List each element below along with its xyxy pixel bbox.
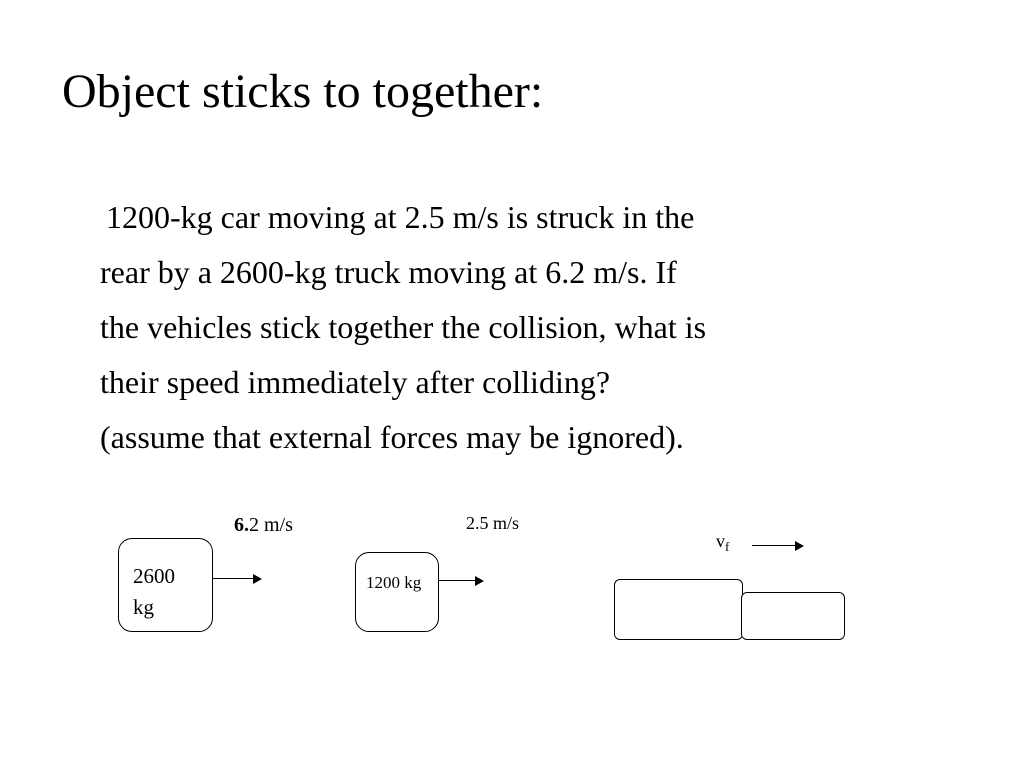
car-speed-label: 2.5 m/s bbox=[466, 513, 520, 533]
arrow-head bbox=[253, 574, 262, 584]
car-velocity-arrow bbox=[438, 576, 484, 586]
arrow-head bbox=[475, 576, 484, 586]
truck-speed-rest: 2 m/s bbox=[249, 514, 293, 536]
car-mass-label: 1200 kg bbox=[366, 573, 422, 592]
arrow-shaft bbox=[212, 578, 254, 579]
problem-line: (assume that external forces may be ignored). bbox=[100, 419, 684, 455]
truck-speed-label bbox=[234, 514, 293, 537]
final-velocity-label bbox=[716, 531, 729, 555]
final-velocity-subscript: f bbox=[725, 539, 730, 554]
truck-mass-unit: kg bbox=[133, 595, 154, 619]
truck-velocity-arrow bbox=[212, 574, 262, 584]
combined-truck-box bbox=[614, 579, 743, 640]
problem-text bbox=[100, 190, 980, 465]
combined-car-box bbox=[741, 592, 845, 640]
problem-line: rear by a 2600-kg truck moving at 6.2 m/s. If bbox=[100, 254, 677, 290]
slide-title: Object sticks to together: bbox=[62, 65, 544, 118]
arrow-shaft bbox=[438, 580, 476, 581]
problem-line: 1200-kg car moving at 2.5 m/s is struck in the bbox=[106, 199, 695, 235]
truck-mass-number: 2600 bbox=[133, 564, 175, 588]
final-velocity-symbol: v bbox=[716, 531, 725, 551]
final-velocity-arrow bbox=[752, 541, 804, 551]
truck-mass-label bbox=[133, 561, 175, 623]
arrow-head bbox=[795, 541, 804, 551]
problem-line: the vehicles stick together the collision, what is bbox=[100, 309, 707, 345]
arrow-shaft bbox=[752, 545, 796, 546]
problem-line: their speed immediately after colliding? bbox=[100, 364, 611, 400]
truck-speed-bold: 6. bbox=[234, 514, 249, 536]
